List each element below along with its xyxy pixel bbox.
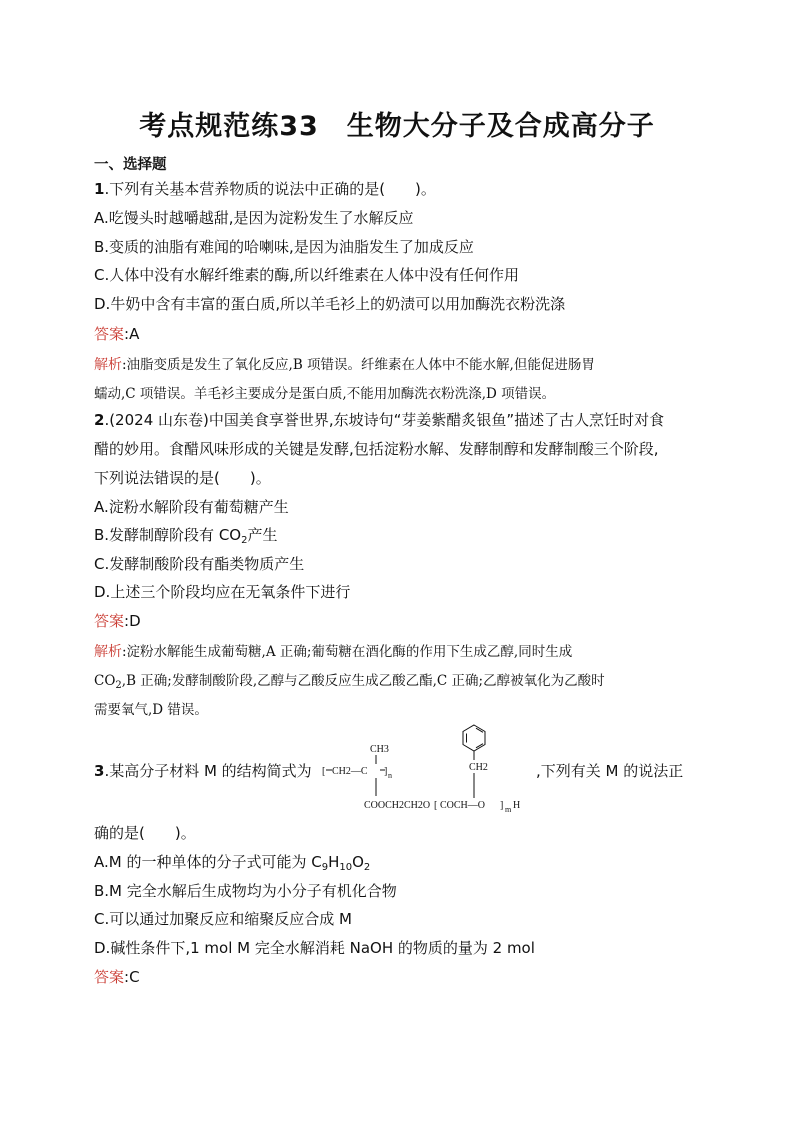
q1-number: 1 <box>94 180 105 198</box>
q1-option-b: B.变质的油脂有难闻的哈喇味,是因为油脂发生了加成反应 <box>94 238 474 256</box>
repeat-n: n <box>388 771 392 780</box>
ester-left-label: COOCH2CH2O <box>364 800 431 811</box>
q3-stem-part-1: 3.某高分子材料 M 的结构简式为 <box>94 762 312 780</box>
q3-number: 3 <box>94 762 105 780</box>
q3-stem-line-2: 确的是( )。 <box>94 824 196 842</box>
ester-mid-label: COCH—O <box>440 800 486 811</box>
q1-option-c: C.人体中没有水解纤维素的酶,所以纤维素在人体中没有任何作用 <box>94 266 520 284</box>
q3-stem-part-2: ,下列有关 M 的说法正 <box>536 762 684 780</box>
q2-option-a: A.淀粉水解阶段有葡萄糖产生 <box>94 498 289 516</box>
q1-explanation-line-1: 解析:油脂变质是发生了氧化反应,B 项错误。纤维素在人体中不能水解,但能促进肠胃 <box>94 357 595 373</box>
q2-explanation-line-3: 需要氧气,D 错误。 <box>94 702 208 718</box>
bracket-m-right: ] <box>500 800 504 811</box>
backbone-label: CH2—C <box>332 766 368 777</box>
q3-option-c: C.可以通过加聚反应和缩聚反应合成 M <box>94 910 352 928</box>
side-ch2-label: CH2 <box>469 762 488 773</box>
q1-explanation-line-2: 蠕动,C 项错误。羊毛衫主要成分是蛋白质,不能用加酶洗衣粉洗涤,D 项错误。 <box>94 386 556 402</box>
q2-explanation-line-2: $CO_2,B$ 正确;发酵制酸阶段,乙醇与乙酸反应生成乙酸乙酯,C 正确;乙醇被氧化为乙酸时 <box>94 673 605 691</box>
q2-option-d: D.上述三个阶段均应在无氧条件下进行 <box>94 583 351 601</box>
page-title: 考点规范练33 生物大分子及合成高分子 <box>139 111 655 142</box>
q3-answer: 答案:C <box>94 968 140 986</box>
polymer-structure-diagram <box>322 722 534 822</box>
methyl-label: CH3 <box>370 744 389 755</box>
q2-number: 2 <box>94 411 105 429</box>
q2-stem-line-1: 2.(2024 山东卷)中国美食享誉世界,东坡诗句“芽姜紫醋炙银鱼”描述了古人烹饪时对食 <box>94 411 665 429</box>
q2-answer: 答案:D <box>94 612 141 630</box>
q1-option-d: D.牛奶中含有丰富的蛋白质,所以羊毛衫上的奶渍可以用加酶洗衣粉洗涤 <box>94 295 566 313</box>
bracket-left: [ <box>322 766 326 777</box>
q2-stem-line-3: 下列说法错误的是( )。 <box>94 469 271 487</box>
structural-formula <box>322 722 534 822</box>
q3-option-a: A.M 的一种单体的分子式可能为 $C_9H_{10}O_2$ <box>94 853 371 873</box>
q2-option-b: B.发酵制醇阶段有 $CO_2$产生 <box>94 526 278 546</box>
q1-option-a: A.吃馒头时越嚼越甜,是因为淀粉发生了水解反应 <box>94 209 414 227</box>
q3-option-d: D.碱性条件下,1 mol M 完全水解消耗 NaOH 的物质的量为 2 mol <box>94 939 535 957</box>
q2-option-c: C.发酵制酸阶段有酯类物质产生 <box>94 555 305 573</box>
bracket-right: ] <box>384 766 388 777</box>
section-heading: 一、选择题 <box>94 157 167 173</box>
repeat-m: m <box>505 805 512 814</box>
q1-stem: 1.下列有关基本营养物质的说法中正确的是( )。 <box>94 180 436 198</box>
q2-stem-line-2: 醋的妙用。食醋风味形成的关键是发酵,包括淀粉水解、发酵制醇和发酵制酸三个阶段, <box>94 440 659 458</box>
bracket-m-left: [ <box>434 800 438 811</box>
q1-answer: 答案:A <box>94 325 140 343</box>
q2-explanation-line-1: 解析:淀粉水解能生成葡萄糖,A 正确;葡萄糖在酒化酶的作用下生成乙醇,同时生成 <box>94 644 573 660</box>
end-group-label: H <box>513 800 521 811</box>
q3-option-b: B.M 完全水解后生成物均为小分子有机化合物 <box>94 882 397 900</box>
